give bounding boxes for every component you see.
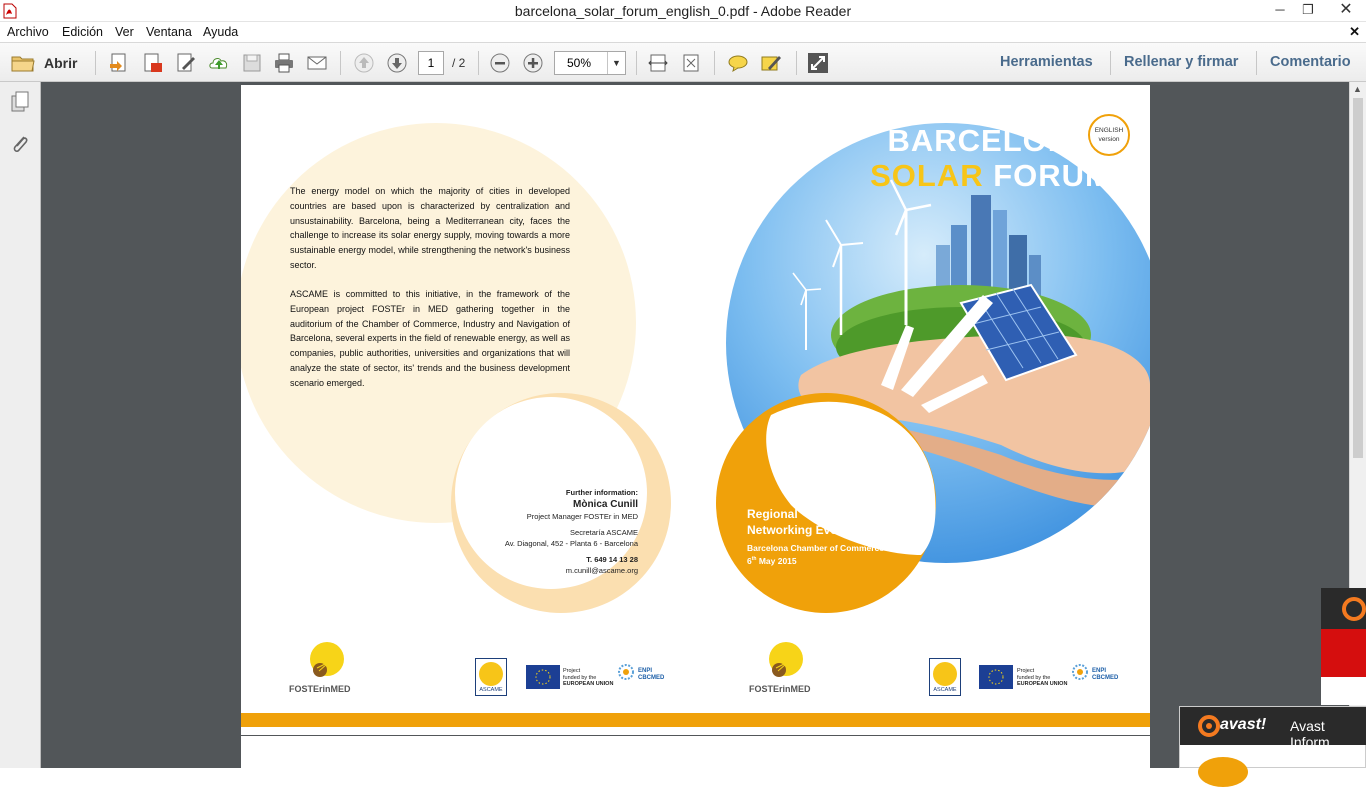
toolbar-separator (1110, 51, 1111, 75)
event-date (747, 554, 884, 567)
contact-role: Project Manager FOSTEr in MED (526, 512, 638, 521)
zoom-value: 50% (567, 56, 592, 70)
toolbar-separator (796, 51, 797, 75)
window-title: barcelona_solar_forum_english_0.pdf - Adobe Reader (514, 3, 852, 19)
eu-flag-icon (526, 665, 560, 689)
ascame-emblem-icon (933, 662, 957, 686)
edit-pdf-icon[interactable] (175, 52, 197, 74)
close-document-icon[interactable]: ✕ (1349, 24, 1360, 39)
comment-icon[interactable] (727, 52, 749, 74)
previous-page-icon[interactable] (353, 52, 375, 74)
footer-orange-bar (241, 713, 1150, 727)
attachments-icon[interactable] (9, 133, 31, 155)
restore-button[interactable]: ❐ (1302, 2, 1314, 17)
enpi-line2: CBCMED (1092, 675, 1119, 681)
minimize-button[interactable]: ─ (1275, 2, 1285, 17)
contact-phone: T. 649 14 13 28 (586, 555, 638, 564)
eu-line2: funded by the (1017, 674, 1051, 681)
event-venue: Barcelona Chamber of Commerce (747, 543, 884, 553)
highlight-icon[interactable] (760, 52, 782, 74)
create-pdf-icon[interactable] (108, 52, 130, 74)
save-icon[interactable] (241, 52, 263, 74)
enpi-line1: ENPI (1092, 668, 1107, 674)
toolbar-separator (1256, 51, 1257, 75)
contact-email: m.cunill@ascame.org (565, 566, 638, 575)
eu-line1: Project (563, 668, 581, 674)
enpi-logo-icon (617, 663, 635, 681)
close-window-button[interactable]: ✕ (1339, 1, 1353, 18)
zoom-out-icon[interactable] (489, 52, 511, 74)
title-forum: FORUM (993, 158, 1112, 193)
ascame-logo (475, 658, 507, 696)
foster-logo-label: FOSTErinMED (749, 684, 811, 694)
event-title (747, 506, 848, 538)
eu-line2: funded by the (563, 674, 597, 681)
page-total: / 2 (452, 56, 466, 70)
enpi-line2: CBCMED (638, 675, 665, 681)
upload-cloud-icon[interactable] (208, 52, 230, 74)
badge-line1: ENGLISH (1094, 127, 1124, 134)
menu-ventana[interactable]: Ventana (146, 25, 192, 39)
contact-address: Av. Diagonal, 452 - Planta 6 - Barcelona (504, 539, 638, 548)
menu-ver[interactable]: Ver (115, 25, 134, 39)
eu-funding-label (1017, 668, 1067, 688)
event-date-rest: May 2015 (756, 555, 797, 566)
badge-line2: version (1098, 136, 1120, 143)
eu-funding-label (563, 668, 613, 688)
zoom-select[interactable] (554, 51, 626, 75)
pdf-page (241, 85, 1150, 735)
navigation-pane (0, 82, 41, 768)
enpi-label (638, 668, 664, 682)
open-button[interactable] (8, 49, 80, 77)
eu-flag-icon (979, 665, 1013, 689)
menu-archivo[interactable]: Archivo (7, 25, 49, 39)
foster-logo-icon (303, 640, 348, 685)
enpi-logo-icon (1071, 663, 1089, 681)
title-bar (0, 0, 1366, 22)
page-number-input[interactable]: 1 (418, 51, 444, 75)
avast-alert-stripe (1321, 629, 1366, 677)
ascame-logo (929, 658, 961, 696)
avast-logo-icon (1196, 713, 1222, 739)
zoom-in-icon[interactable] (522, 52, 544, 74)
tools-panel-link[interactable]: Herramientas (1000, 54, 1093, 70)
toolbar-separator (95, 51, 96, 75)
ascame-label: ASCAME (933, 687, 957, 693)
enpi-line1: ENPI (638, 668, 653, 674)
open-label: Abrir (44, 55, 78, 71)
toolbar (0, 42, 1366, 82)
menu-ayuda[interactable]: Ayuda (203, 25, 239, 39)
event-line2: Networking Event (747, 523, 849, 537)
next-page-icon[interactable] (386, 52, 408, 74)
toolbar-separator (636, 51, 637, 75)
ascame-emblem-icon (479, 662, 503, 686)
pdf-page-2 (241, 736, 1150, 768)
contact-block (505, 487, 638, 576)
avast-icon-partial (1198, 757, 1248, 787)
enpi-label (1092, 668, 1118, 682)
event-date-suffix: th (751, 556, 757, 562)
event-details (747, 543, 884, 567)
avast-side-header (1321, 588, 1366, 629)
email-icon[interactable] (306, 52, 328, 74)
avast-header (1180, 707, 1366, 750)
document-view[interactable] (41, 82, 1349, 768)
print-icon[interactable] (273, 52, 295, 74)
avast-notification[interactable] (1179, 706, 1366, 768)
contact-heading: Further information: (565, 488, 638, 497)
eu-line3: EUROPEAN UNION (563, 681, 614, 687)
intro-paragraph: The energy model on which the majority of cities in developed countries are based upon is characterized by centralization and unsustainability. Barcelona, being a Mediterranean city, faces the challenge to increase its solar energy supply, moving towards a more sustainable energy model, while strengthening the network's business sector. (290, 186, 570, 270)
menu-bar (0, 22, 1366, 42)
fill-sign-panel-link[interactable]: Rellenar y firmar (1124, 54, 1239, 70)
fit-width-icon[interactable] (647, 52, 669, 74)
event-date-day: 6 (747, 555, 752, 566)
menu-edicion[interactable]: Edición (62, 25, 103, 39)
chevron-down-icon[interactable]: ▼ (607, 52, 625, 74)
brochure-title-line1: BARCELONA (887, 123, 1095, 158)
page-thumbnails-icon[interactable] (9, 91, 31, 113)
fullscreen-icon[interactable] (807, 52, 829, 74)
toolbar-separator (478, 51, 479, 75)
contact-org: Secretaría ASCAME (570, 528, 638, 537)
title-solar: SOLAR (870, 158, 984, 193)
scrollbar-thumb[interactable] (1353, 98, 1363, 458)
avast-title: Avast Inform (1290, 718, 1330, 750)
comment-panel-link[interactable]: Comentario (1270, 54, 1351, 70)
ascame-paragraph: ASCAME is committed to this initiative, in the framework of the European project FOSTEr in MED gathering together in the auditorium of the Chamber of Commerce, Industry and Navigation of Barcelona, several experts in the field of renewable energy, as well as companies, public authorities, universities and organizations that will analyze the state of sector, its' trends and the business development scenario emerged. (290, 289, 570, 388)
export-pdf-icon[interactable] (142, 52, 164, 74)
avast-brand: avast! (1220, 716, 1267, 733)
eu-line3: EUROPEAN UNION (1017, 681, 1068, 687)
ascame-label: ASCAME (479, 687, 503, 693)
eu-line1: Project (1017, 668, 1035, 674)
foster-logo-icon (762, 640, 807, 685)
contact-name: Mònica Cunill (573, 499, 638, 510)
brochure-title-line2 (841, 158, 1141, 194)
avast-side-panel (1321, 588, 1366, 705)
foster-logo-label: FOSTErinMED (289, 684, 351, 694)
avast-logo-icon (1341, 596, 1366, 622)
fit-page-icon[interactable] (680, 52, 702, 74)
scroll-up-icon[interactable]: ▲ (1353, 84, 1362, 94)
folder-icon (11, 53, 35, 73)
toolbar-separator (340, 51, 341, 75)
badge-text (1090, 126, 1128, 144)
toolbar-separator (714, 51, 715, 75)
event-line1: Regional (747, 507, 798, 521)
